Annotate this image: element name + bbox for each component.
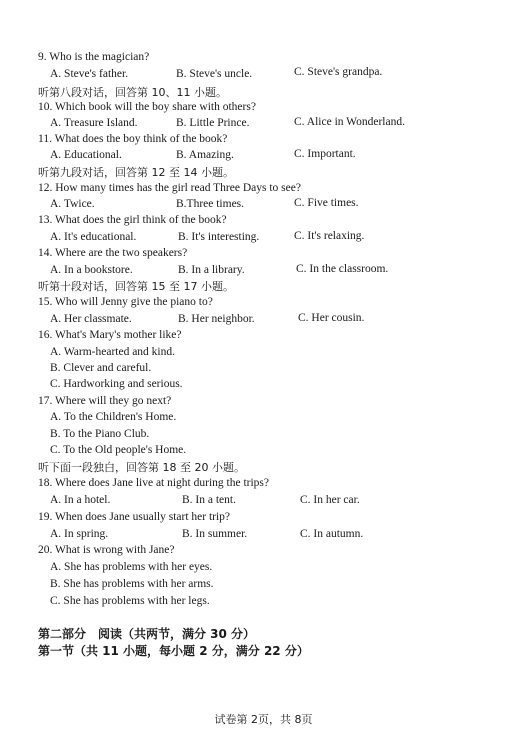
q19-stem: 19. When does Jane usually start her trip?	[38, 511, 231, 523]
q13-option-b: B. It's interesting.	[178, 231, 260, 243]
q17-stem: 17. Where will they go next?	[38, 395, 172, 407]
q17-option-a: A. To the Children's Home.	[50, 411, 177, 423]
q16-option-b: B. Clever and careful.	[50, 362, 152, 374]
q9-stem: 9. Who is the magician?	[38, 51, 150, 63]
q19-option-a: A. In spring.	[50, 528, 109, 540]
q13-stem: 13. What does the girl think of the book?	[38, 214, 227, 226]
q19-option-c: C. In autumn.	[300, 528, 364, 540]
q11-stem: 11. What does the boy think of the book?	[38, 133, 228, 145]
q13-option-a: A. It's educational.	[50, 231, 137, 243]
q15-stem: 15. Who will Jenny give the piano to?	[38, 296, 213, 308]
q13-option-c: C. It's relaxing.	[294, 230, 365, 242]
q12-option-b: B.Three times.	[176, 198, 245, 210]
q10-stem: 10. Which book will the boy share with others?	[38, 101, 256, 113]
q20-option-c: C. She has problems with her legs.	[50, 595, 210, 607]
instruction-monologue: 听下面一段独白，回答第 18 至 20 小题。	[38, 461, 245, 474]
q17-option-c: C. To the Old people's Home.	[50, 444, 187, 456]
q11-option-b: B. Amazing.	[176, 149, 234, 161]
q10-option-b: B. Little Prince.	[176, 117, 250, 129]
q18-option-a: A. In a hotel.	[50, 494, 111, 506]
instruction-dialogue-10: 听第十段对话，回答第 15 至 17 小题。	[38, 280, 234, 293]
q11-option-c: C. Important.	[294, 148, 356, 160]
q14-option-a: A. In a bookstore.	[50, 264, 133, 276]
q12-option-c: C. Five times.	[294, 197, 359, 209]
page-footer: 试卷第 2页，共 8页	[214, 713, 313, 726]
instruction-dialogue-8: 听第八段对话，回答第 10、11 小题。	[38, 86, 227, 99]
q10-option-c: C. Alice in Wonderland.	[294, 116, 405, 128]
q16-stem: 16. What's Mary's mother like?	[38, 329, 182, 341]
q15-option-a: A. Her classmate.	[50, 313, 132, 325]
q16-option-a: A. Warm-hearted and kind.	[50, 346, 176, 358]
part-two-heading: 第二部分 阅读（共两节，满分 30 分）	[38, 627, 256, 641]
q15-option-b: B. Her neighbor.	[178, 313, 255, 325]
section-one-heading: 第一节（共 11 小题，每小题 2 分，满分 22 分）	[38, 644, 309, 658]
q17-option-b: B. To the Piano Club.	[50, 428, 150, 440]
q15-option-c: C. Her cousin.	[298, 312, 365, 324]
q9-option-c: C. Steve's grandpa.	[294, 66, 383, 78]
q12-option-a: A. Twice.	[50, 198, 95, 210]
q14-option-b: B. In a library.	[178, 264, 245, 276]
q20-option-a: A. She has problems with her eyes.	[50, 561, 213, 573]
q14-stem: 14. Where are the two speakers?	[38, 247, 188, 259]
q9-option-a: A. Steve's father.	[50, 68, 129, 80]
q14-option-c: C. In the classroom.	[296, 263, 389, 275]
q12-stem: 12. How many times has the girl read Three Days to see?	[38, 182, 301, 194]
q9-option-b: B. Steve's uncle.	[176, 68, 253, 80]
q20-option-b: B. She has problems with her arms.	[50, 578, 214, 590]
q18-stem: 18. Where does Jane live at night during the trips?	[38, 477, 270, 489]
q18-option-b: B. In a tent.	[182, 494, 236, 506]
instruction-dialogue-9: 听第九段对话，回答第 12 至 14 小题。	[38, 166, 234, 179]
q11-option-a: A. Educational.	[50, 149, 122, 161]
q16-option-c: C. Hardworking and serious.	[50, 378, 183, 390]
q19-option-b: B. In summer.	[182, 528, 248, 540]
q20-stem: 20. What is wrong with Jane?	[38, 544, 175, 556]
q10-option-a: A. Treasure Island.	[50, 117, 138, 129]
q18-option-c: C. In her car.	[300, 494, 360, 506]
